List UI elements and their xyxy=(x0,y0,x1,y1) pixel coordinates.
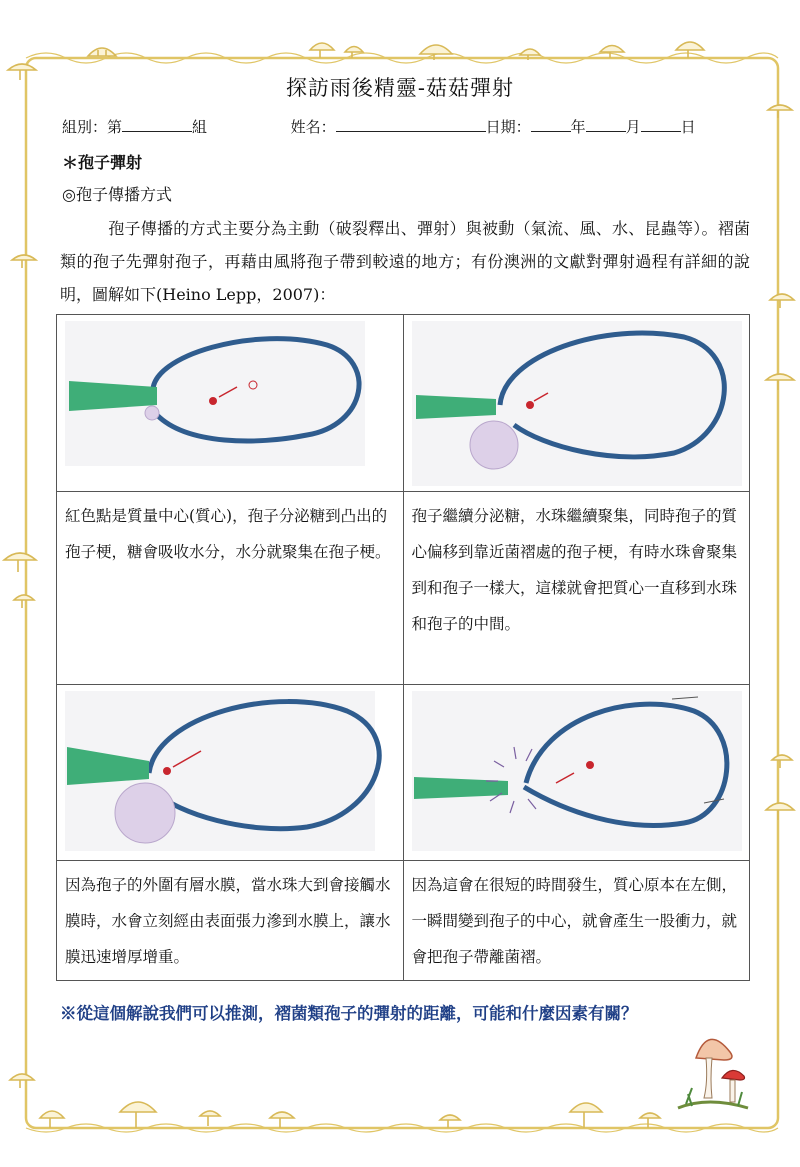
month-blank[interactable] xyxy=(586,117,626,132)
mass-center-dot xyxy=(163,767,171,775)
step-4-image xyxy=(403,685,750,861)
section-heading: ＊孢子彈射 xyxy=(62,153,143,172)
year-label: 年 xyxy=(570,118,586,136)
intro-text: 孢子傳播的方式主要分為主動（破裂釋出、彈射）與被動（氣流、風、水、昆蟲等）。褶菌類的孢子先彈射孢子，再藉由風將孢子帶到較遠的地方；有份澳洲的文獻對彈射過程有詳細的說明，圖解如下(Heino Lepp，2007)： xyxy=(60,219,750,304)
day-blank[interactable] xyxy=(641,117,681,132)
day-label: 日 xyxy=(680,118,696,136)
spore-diagram-table xyxy=(56,314,750,981)
step-2-caption: 孢子繼續分泌糖，水珠繼續聚集，同時孢子的質心偏移到靠近菌褶處的孢子梗，有時水珠會聚集到和孢子一樣大，這樣就會把質心一直移到水珠和孢子的中間。 xyxy=(403,492,750,685)
intro-paragraph xyxy=(60,212,750,311)
step-1-image xyxy=(57,315,404,492)
step-3-image xyxy=(57,685,404,861)
name-blank[interactable] xyxy=(336,117,486,132)
year-blank[interactable] xyxy=(531,117,571,132)
mass-center-dot xyxy=(209,397,217,405)
group-suffix: 組 xyxy=(192,118,208,136)
header-fields xyxy=(62,116,696,137)
mass-center-dot xyxy=(586,761,594,769)
mushroom-illustration xyxy=(672,1018,752,1118)
group-blank[interactable] xyxy=(122,117,192,132)
step-2-image xyxy=(403,315,750,492)
question-text: ※從這個解說我們可以推測，褶菌類孢子的彈射的距離，可能和什麼因素有關？ xyxy=(60,1004,638,1023)
step-1-caption: 紅色點是質量中心(質心)，孢子分泌糖到凸出的孢子梗，糖會吸收水分，水分就聚集在孢子梗。 xyxy=(57,492,404,685)
name-label: 姓名： xyxy=(290,118,336,136)
date-label: 日期： xyxy=(485,118,531,136)
group-label: 組別：第 xyxy=(62,118,123,136)
step-3-caption: 因為孢子的外圍有層水膜，當水珠大到會接觸水膜時，水會立刻經由表面張力滲到水膜上，讓水膜迅速增厚增重。 xyxy=(57,861,404,981)
step-4-caption: 因為這會在很短的時間發生，質心原本在左側，一瞬間變到孢子的中心，就會產生一股衝力，就會把孢子帶離菌褶。 xyxy=(403,861,750,981)
page-title: 探訪雨後精靈-菇菇彈射 xyxy=(285,76,515,100)
month-label: 月 xyxy=(625,118,641,136)
mass-center-dot xyxy=(526,401,534,409)
subsection-heading: ◎孢子傳播方式 xyxy=(62,185,172,204)
